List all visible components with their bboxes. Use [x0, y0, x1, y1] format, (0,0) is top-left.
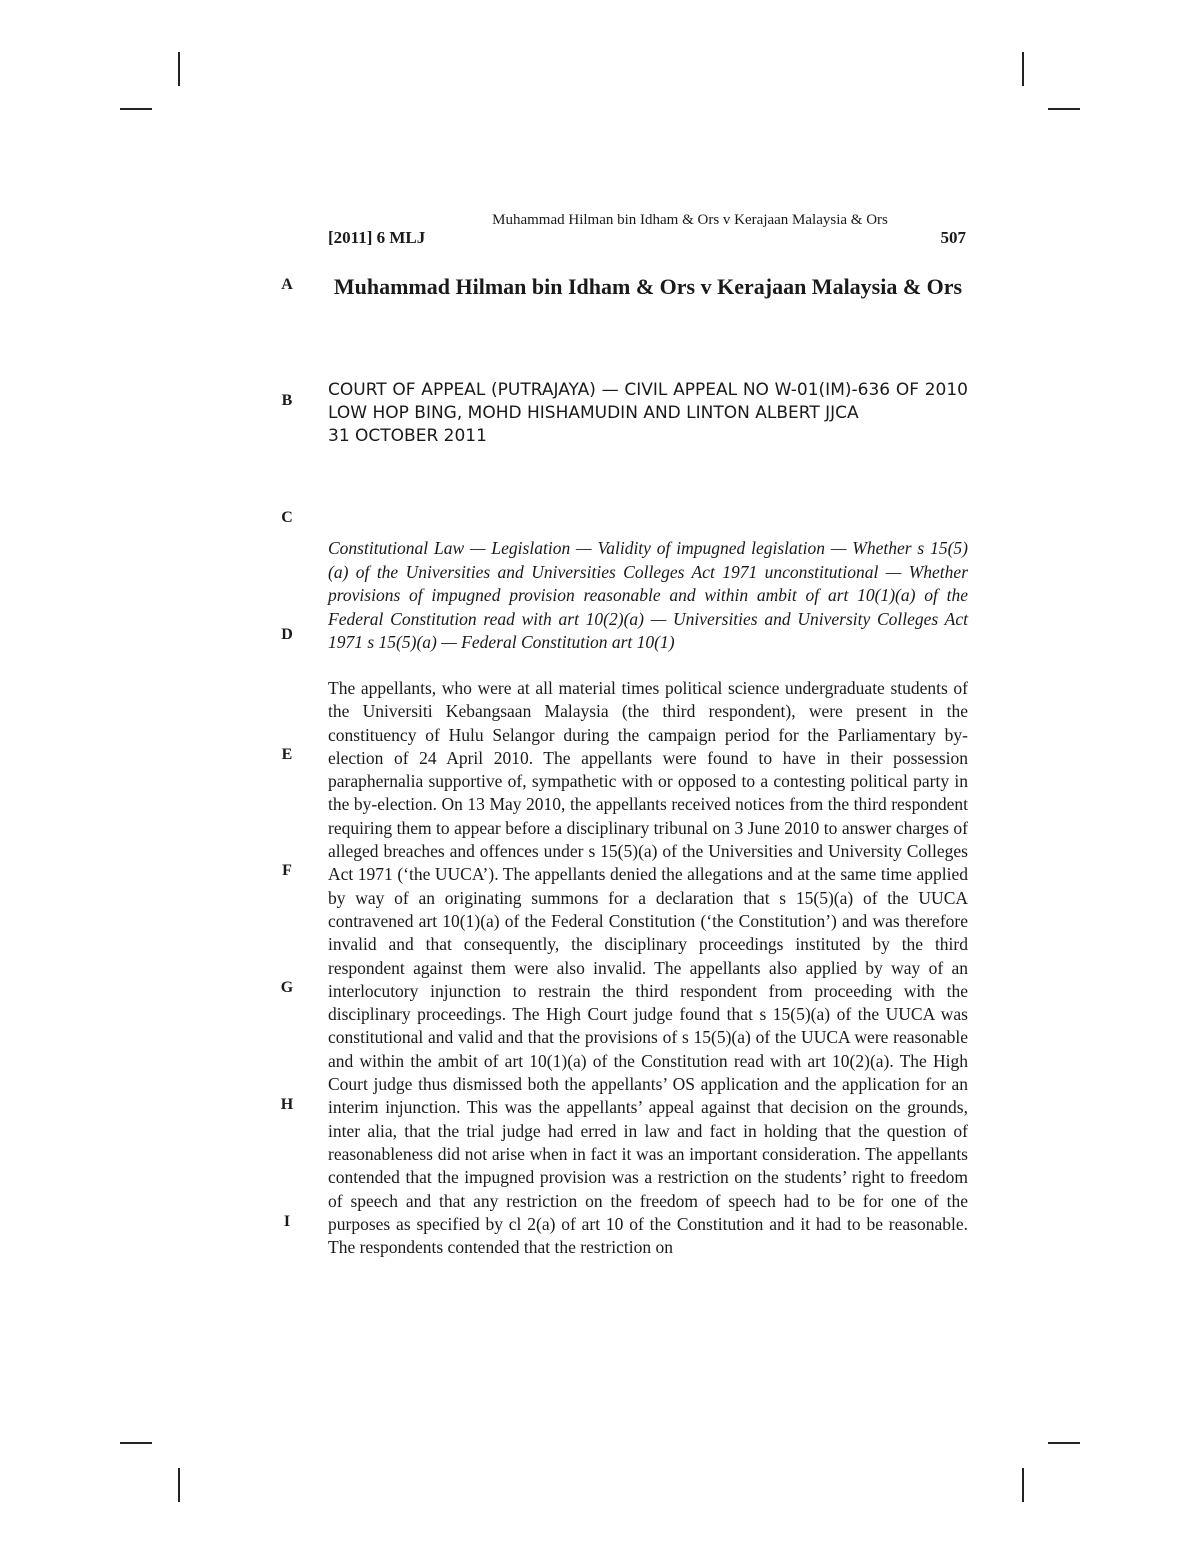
crop-mark-top-right — [1048, 108, 1080, 110]
judges: LOW HOP BING, MOHD HISHAMUDIN AND LINTON ALBERT JJCA — [328, 403, 859, 423]
case-title: Muhammad Hilman bin Idham & Ors v Kerajaan Malaysia & Ors — [333, 274, 963, 299]
page-number: 507 — [940, 228, 966, 247]
headnote-body: The appellants, who were at all material times political science undergraduate students of the Universiti Kebangsaan Malaysia (the third respondent), were present in the constituency of Hulu Selangor during the campaign period for the Parliamentary by-election of 24 April 2010. The appellants were found to have in their possession paraphernalia supportive of, sympathetic with or opposed to a contesting political party in the by-election. On 13 May 2010, the appellants received notices from the third respondent requiring them to appear before a disciplinary tribunal on 3 June 2010 to answer charges of alleged breaches and offences under s 15(5)(a) of the Universities and University Colleges Act 1971 (‘the UUCA’). The appellants denied the allegations and at the same time applied by way of an originating summons for a declaration that s 15(5)(a) of the UUCA contravened art 10(1)(a) of the Federal Constitution (‘the Constitution’) and was therefore invalid and that consequently, the disciplinary proceedings instituted by the third respondent against them were also invalid. The appellants also applied by way of an interlocutory injunction to restrain the third respondent from proceeding with the disciplinary proceedings. The High Court judge found that s 15(5)(a) of the UUCA was constitutional and valid and that the provisions of s 15(5)(a) of the UUCA were reasonable and within the ambit of art 10(1)(a) of the Constitution read with art 10(2)(a). The High Court judge thus dismissed both the appellants’ OS application and the application for an interim injunction. This was the appellants’ appeal against that decision on the grounds, inter alia, that the trial judge had erred in law and fact in holding that the question of reasonableness did not arise when in fact it was an important consideration. The appellants contended that the impugned provision was a restriction on the students’ right to freedom of speech and that any restriction on the freedom of speech had to be for one of the purposes as specified by cl 2(a) of art 10 of the Constitution and it had to be reasonable. The respondents contended that the restriction on — [328, 678, 968, 1258]
court-and-appeal-number: COURT OF APPEAL (PUTRAJAYA) — CIVIL APPEAL NO W-01(IM)-636 OF 2010 — [328, 380, 968, 400]
crop-mark-bottom-right — [1048, 1442, 1080, 1444]
crop-mark-top-left — [120, 108, 152, 110]
crop-mark-bottom-left — [178, 1468, 180, 1502]
crop-mark-bottom-left — [120, 1442, 152, 1444]
crop-mark-top-right — [1022, 52, 1024, 86]
court-details — [328, 379, 968, 448]
decision-date: 31 OCTOBER 2011 — [328, 426, 487, 446]
catchwords: Constitutional Law — Legislation — Validity of impugned legislation — Whether s 15(5)(a) of the Universities and Universities Colleges Act 1971 unconstitutional — Whether provisions of impugned provision reasonable and within ambit of art 10(1)(a) of the Federal Constitution read with art 10(2)(a) — Universities and University Colleges Act 1971 s 15(5)(a) — Federal Constitution art 10(1) — [328, 538, 968, 652]
margin-marker: D — [281, 626, 293, 643]
report-citation: [2011] 6 MLJ — [328, 228, 426, 247]
margin-marker: C — [281, 509, 293, 526]
margin-marker: H — [280, 1096, 294, 1113]
margin-marker: A — [281, 276, 293, 293]
margin-marker: E — [281, 746, 293, 763]
running-title: Muhammad Hilman bin Idham & Ors v Kerajaan Malaysia & Ors — [492, 212, 888, 228]
margin-marker: F — [282, 862, 292, 879]
crop-mark-top-left — [178, 52, 180, 86]
margin-marker: I — [283, 1213, 291, 1230]
margin-marker: G — [280, 979, 294, 996]
margin-marker: B — [281, 392, 293, 409]
crop-mark-bottom-right — [1022, 1468, 1024, 1502]
